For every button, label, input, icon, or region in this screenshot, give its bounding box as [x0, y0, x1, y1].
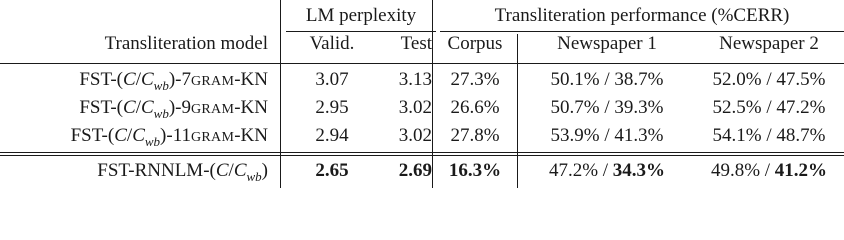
group-header-transliteration-performance: Transliteration performance (%CERR): [494, 5, 790, 26]
table-row: [0, 122, 844, 150]
table-row-best: [0, 157, 844, 185]
table-row: [0, 66, 844, 94]
test-perplexity: 3.02: [398, 125, 432, 146]
column-rule-model: [280, 0, 281, 188]
column-rule-perplexity: [432, 0, 433, 188]
table-row: [0, 94, 844, 122]
corpus-cerr: 27.3%: [450, 69, 500, 90]
newspaper-2-cerr: 54.1% / 48.7%: [712, 125, 826, 146]
column-header-model: Transliteration model: [104, 33, 268, 54]
corpus-cerr: 26.6%: [450, 97, 500, 118]
newspaper-2-cerr: 52.5% / 47.2%: [712, 97, 826, 118]
valid-perplexity: 2.65: [315, 160, 349, 181]
newspaper-1-cerr: 53.9% / 41.3%: [550, 125, 664, 146]
column-header-test: Test: [400, 33, 432, 54]
column-header-valid: Valid.: [309, 33, 355, 54]
model-name: FST-$RNNLM-(C/C_{wb})$: [97, 160, 268, 184]
valid-perplexity: 2.95: [315, 97, 349, 118]
column-rule-corpus: [517, 34, 518, 188]
newspaper-2-cerr: 49.8% / 41.2%: [710, 160, 828, 181]
corpus-cerr: 27.8%: [450, 125, 500, 146]
column-header-newspaper-1: Newspaper 1: [557, 33, 657, 54]
header-rule: [0, 63, 844, 64]
group-header-lm-perplexity: LM perplexity: [305, 5, 417, 26]
column-header-row: [0, 30, 844, 58]
test-perplexity: 2.69: [398, 160, 432, 181]
valid-perplexity: 2.94: [315, 125, 349, 146]
test-perplexity: 3.13: [398, 69, 432, 90]
model-name: FST-$(C/C_{wb})-11GRAM-KN$: [70, 125, 268, 149]
section-rule-bottom: [0, 155, 844, 156]
newspaper-2-cerr: 52.0% / 47.5%: [712, 69, 826, 90]
valid-perplexity: 3.07: [315, 69, 349, 90]
model-name: FST-$(C/C_{wb})-7GRAM-KN$: [79, 69, 268, 93]
newspaper-1-cerr: 47.2% / 34.3%: [548, 160, 666, 181]
corpus-cerr: 16.3%: [448, 160, 502, 181]
column-header-newspaper-2: Newspaper 2: [719, 33, 819, 54]
column-header-corpus: Corpus: [447, 33, 503, 54]
section-rule-top: [0, 152, 844, 153]
newspaper-1-cerr: 50.1% / 38.7%: [550, 69, 664, 90]
header-group-row: [0, 2, 844, 30]
test-perplexity: 3.02: [398, 97, 432, 118]
newspaper-1-cerr: 50.7% / 39.3%: [550, 97, 664, 118]
model-name: FST-$(C/C_{wb})-9GRAM-KN$: [79, 97, 268, 121]
